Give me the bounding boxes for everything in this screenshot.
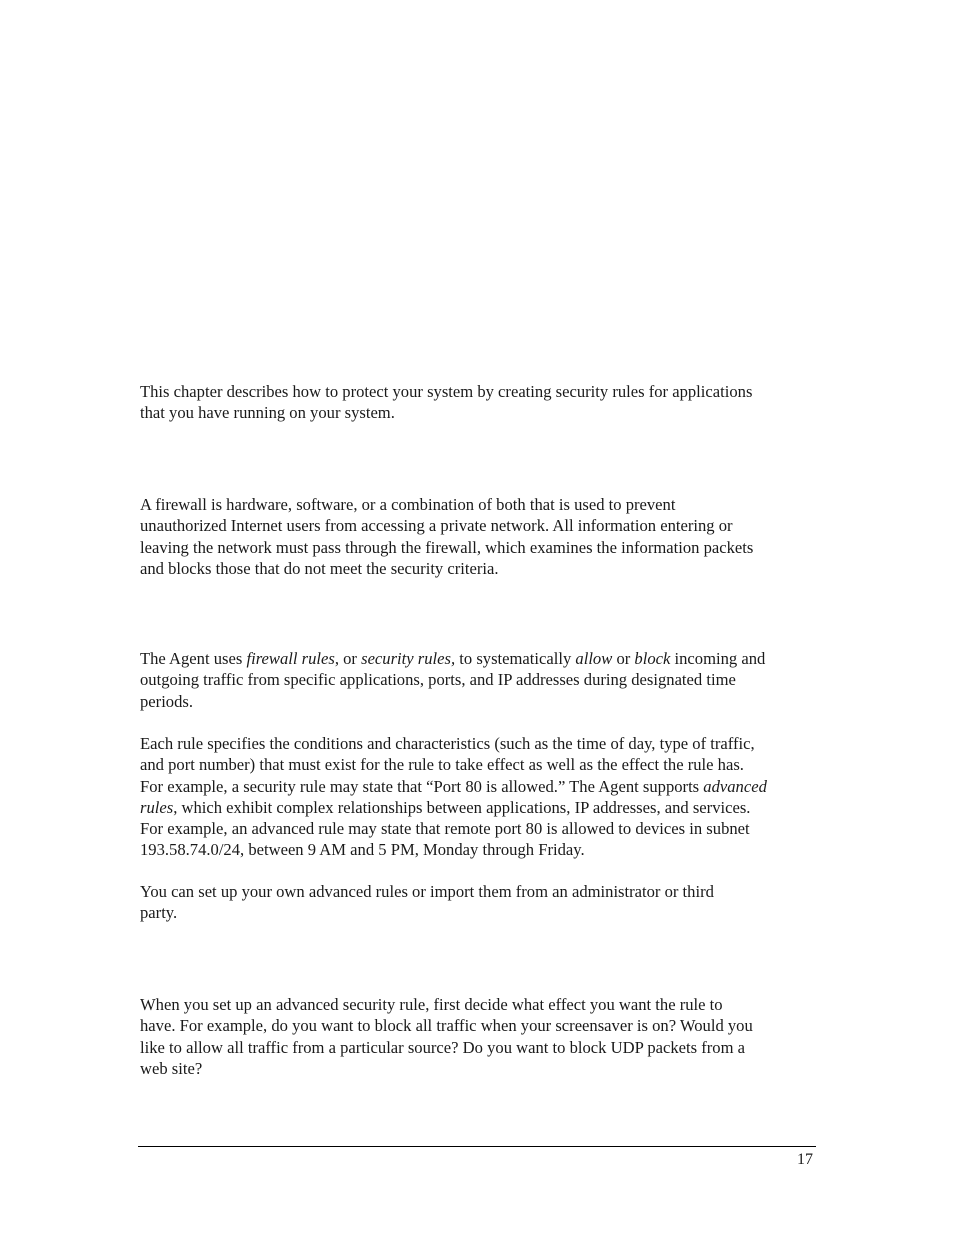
text-run: , which exhibit complex relationships between applications, IP addresses, and services.	[173, 797, 751, 817]
text-line: 193.58.74.0/24, between 9 AM and 5 PM, Monday through Friday.	[140, 840, 585, 860]
text-line: periods.	[140, 691, 193, 711]
text-run: The Agent uses	[140, 649, 247, 668]
text-run: or	[612, 649, 635, 668]
text-line: For example, an advanced rule may state that remote port 80 is allowed to devices in subnet	[140, 819, 750, 839]
text-line: unauthorized Internet users from accessing a private network. All information entering or	[140, 516, 733, 536]
text-line: leaving the network must pass through the firewall, which examines the information packets	[140, 537, 754, 557]
emphasis-advanced: advanced	[703, 776, 767, 796]
text-line: have. For example, do you want to block all traffic when your screensaver is on? Would you	[140, 1016, 753, 1036]
text-run: For example, a security rule may state that “Port 80 is allowed.” The Agent supports	[140, 776, 704, 796]
page-number: 17	[797, 1151, 813, 1168]
text-line: that you have running on your system.	[140, 403, 395, 423]
text-run: incoming and	[670, 649, 766, 668]
text-line: Each rule specifies the conditions and characteristics (such as the time of day, type of traffic,	[140, 734, 755, 753]
text-line	[140, 648, 816, 669]
emphasis-security-rules: security rules,	[361, 649, 456, 668]
firewall-definition-paragraph	[140, 494, 816, 579]
text-line: party.	[140, 903, 178, 923]
text-line: When you set up an advanced security rule, first decide what effect you want the rule to	[140, 995, 723, 1014]
emphasis-rules: rules	[140, 797, 174, 817]
text-line: A firewall is hardware, software, or a combination of both that is used to prevent	[140, 495, 676, 514]
text-run: to systematically	[455, 649, 576, 668]
text-line: web site?	[140, 1058, 203, 1078]
text-line: and port number) that must exist for the rule to take effect as well as the effect the rule has.	[140, 755, 744, 775]
text-line	[140, 797, 816, 818]
setup-note-paragraph	[140, 881, 816, 924]
rules-usage-paragraph	[140, 648, 816, 712]
text-line: This chapter describes how to protect your system by creating security rules for applications	[140, 382, 753, 401]
text-line: outgoing traffic from specific applications, ports, and IP addresses during designated time	[140, 670, 736, 690]
footer-divider	[138, 1146, 816, 1147]
text-line	[140, 776, 816, 797]
text-line: You can set up your own advanced rules or import them from an administrator or third	[140, 882, 714, 901]
emphasis-allow: allow	[575, 649, 613, 668]
text-line: and blocks those that do not meet the security criteria.	[140, 558, 499, 578]
effect-note-paragraph	[140, 994, 816, 1079]
intro-paragraph	[140, 381, 816, 424]
emphasis-block: block	[634, 649, 671, 668]
text-run: , or	[334, 649, 362, 668]
text-line: like to allow all traffic from a particular source? Do you want to block UDP packets from a	[140, 1037, 746, 1057]
emphasis-firewall-rules: firewall rules	[246, 649, 335, 668]
rule-specifics-paragraph	[140, 733, 816, 861]
